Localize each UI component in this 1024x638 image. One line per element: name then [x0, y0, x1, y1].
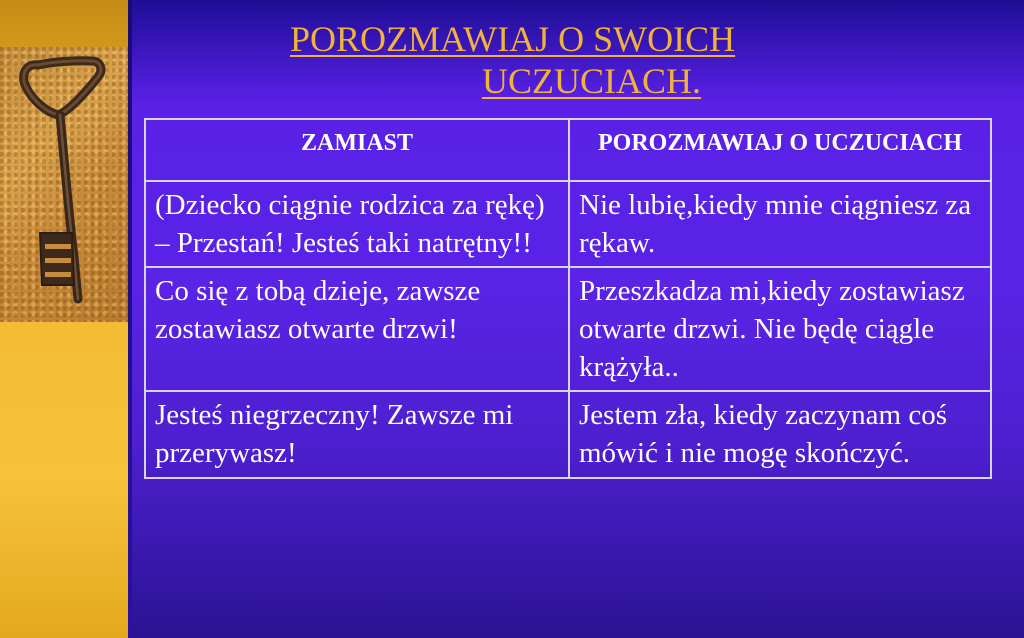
table-row	[145, 267, 991, 391]
instead-cell	[145, 391, 569, 477]
title-line-1: POROZMAWIAJ O SWOICH	[290, 19, 736, 59]
instead-cell	[145, 267, 569, 391]
table-row	[145, 181, 991, 267]
feelings-text: Przeszkadza mi,kiedy zostawiasz otwarte drzwi. Nie będę ciągle krążyła..	[579, 275, 965, 383]
feelings-cell	[569, 267, 991, 391]
feelings-text: Jestem zła, kiedy zaczynam coś mówić i nie mogę skończyć.	[579, 399, 947, 470]
instead-text: Co się z tobą dzieje, zawsze zostawiasz otwarte drzwi!	[155, 275, 481, 346]
slide-title	[290, 18, 990, 102]
old-key-icon	[0, 47, 128, 322]
instead-text: (Dziecko ciągnie rodzica za rękę) – Przestań! Jesteś taki natrętny!!	[155, 189, 545, 259]
table-row	[145, 391, 991, 477]
feelings-cell	[569, 391, 991, 477]
table-header-row	[145, 119, 991, 181]
feelings-text: Nie lubię,kiedy mnie ciągniesz za rękaw.	[579, 189, 972, 259]
instead-cell	[145, 181, 569, 267]
side-divider	[128, 0, 132, 638]
header-talk-about-feelings: POROZMAWIAJ O UCZUCIACH	[569, 119, 991, 181]
instead-text: Jesteś niegrzeczny! Zawsze mi przerywasz!	[155, 399, 514, 470]
comparison-table	[144, 118, 992, 479]
header-instead: ZAMIAST	[145, 119, 569, 181]
key-photo	[0, 47, 128, 322]
title-line-2: UCZUCIACH.	[482, 61, 702, 102]
feelings-cell	[569, 181, 991, 267]
